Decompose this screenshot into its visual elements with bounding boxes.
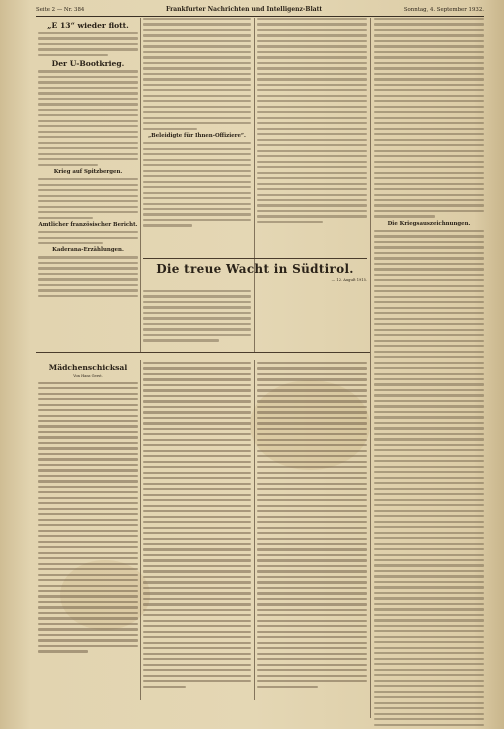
article-headline: „E 13“ wieder flott. — [47, 21, 129, 30]
column-3 — [257, 18, 367, 226]
feature-headline: Die treue Wacht in Südtirol. — [156, 262, 354, 276]
article-body — [143, 18, 251, 130]
lower-column-3 — [257, 362, 367, 691]
column-rule — [140, 18, 141, 352]
article-headline: Die Kriegsauszeichnungen. — [387, 220, 471, 227]
section-rule — [143, 258, 367, 259]
article-headline: Kaderana-Erzählungen. — [52, 247, 124, 254]
article-body — [38, 70, 138, 165]
lower-column-1 — [38, 360, 138, 656]
column-rule — [254, 18, 255, 352]
article-headline: Krieg auf Spitzbergen. — [53, 169, 123, 176]
column-2 — [143, 18, 251, 230]
article-body — [38, 231, 138, 244]
feature-dateline: — 12. Auguſt 1915. — [331, 278, 367, 282]
lower-column-2 — [143, 362, 251, 691]
masthead-title: Frankfurter Nachrichten und Intelligenz-Blatt — [165, 6, 323, 13]
section-rule — [36, 352, 370, 353]
article-body — [38, 32, 138, 56]
masthead-date: Sonntag, 4. September 1932. — [403, 7, 484, 13]
article-body — [374, 18, 484, 218]
column-rule — [140, 360, 141, 700]
column-rule — [370, 18, 371, 718]
column-rule — [254, 360, 255, 700]
masthead-page-number: Seite 2 — Nr. 384 — [36, 7, 85, 13]
feuilleton-title: Mädchenschicksal — [48, 363, 128, 372]
masthead — [36, 4, 484, 17]
feature-article — [143, 258, 367, 286]
article-body — [38, 256, 138, 297]
article-headline: Amtlicher französischer Bericht. — [38, 222, 138, 229]
article-headline: „Beleidigte für Ihnen-Offiziere“. — [148, 133, 246, 140]
column-1 — [38, 18, 138, 300]
article-body — [143, 142, 251, 226]
article-body — [257, 18, 367, 223]
feature-body-left — [143, 290, 251, 345]
article-body — [374, 230, 484, 729]
article-headline: Der U-Bootkrieg. — [51, 59, 125, 69]
feuilleton-byline: Von Hans Gerst. — [73, 374, 103, 378]
article-body — [38, 178, 138, 219]
column-4 — [374, 18, 484, 729]
